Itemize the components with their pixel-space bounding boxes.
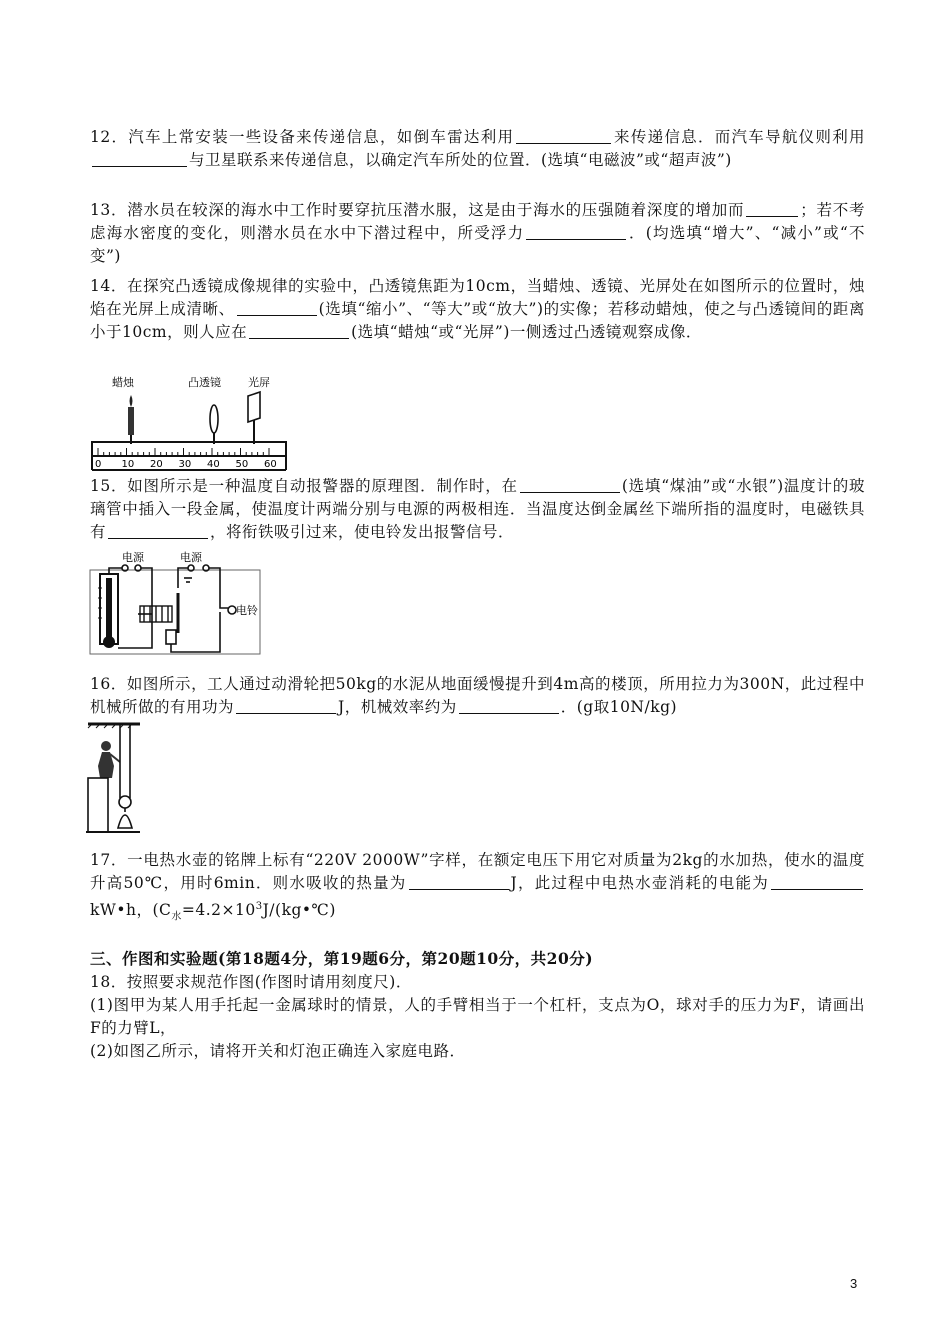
q17-text-a: 17．一电热水壶的铭牌上标有“220V 2000W”字样，在额定电压下用它对质量为2kg的水加热，使水的温度升高50℃，用时6min．则水吸收的热量为 bbox=[90, 851, 865, 892]
ruler-tick-label: 50 bbox=[235, 459, 249, 470]
answer-blank[interactable] bbox=[526, 225, 626, 240]
answer-blank[interactable] bbox=[92, 152, 187, 167]
q14-text-a: 14．在探究凸透镜成像规律的实验中，凸透镜焦距为10cm，当蜡烛、透镜、光屏处在如图所示的位置时，烛焰在光屏上成清晰、 bbox=[90, 277, 865, 318]
pulley-worker-figure bbox=[86, 722, 142, 834]
ruler-tick-label: 60 bbox=[264, 459, 277, 470]
thermometer-icon bbox=[98, 574, 118, 648]
answer-blank[interactable] bbox=[236, 699, 336, 714]
answer-blank[interactable] bbox=[746, 202, 798, 217]
answer-blank[interactable] bbox=[108, 524, 208, 539]
q17-text-d: =4.2×10 bbox=[181, 901, 256, 920]
light-screen-icon bbox=[248, 392, 260, 444]
alarm-circuit bbox=[166, 565, 228, 652]
q18-text-c: (2)如图乙所示，请将开关和灯泡正确连入家庭电路． bbox=[90, 1042, 466, 1060]
answer-blank[interactable] bbox=[459, 699, 559, 714]
ruler-tick-label: 20 bbox=[150, 459, 163, 470]
question-18 bbox=[90, 971, 865, 1063]
answer-blank[interactable] bbox=[409, 875, 509, 890]
q12-text-a: 12．汽车上常安装一些设备来传递信息，如倒车雷达利用 bbox=[90, 128, 515, 146]
q13-text-b: ；若不考虑海水密度的变化，则潜水员在水中下潜过程中，所受浮力 bbox=[90, 201, 865, 242]
ruler-tick-label: 10 bbox=[121, 459, 135, 470]
q13-text-c: ．(均选填“增大”、“减小”或“不变”) bbox=[90, 224, 865, 265]
q15-text-b: (选填“煤油”或“水银”)温度计的玻璃管中插入一段金属，使温度计两端分别与电源的两极相连．当温度达倒金属丝下端所指的温度时，电磁铁具有 bbox=[90, 477, 865, 541]
q14-text-c: (选填“蜡烛“或“光屏”)一侧透过凸透镜观察成像． bbox=[351, 323, 702, 341]
power-source-label-2: 电源 bbox=[180, 551, 202, 564]
candle-icon bbox=[128, 395, 134, 444]
answer-blank[interactable] bbox=[249, 324, 349, 339]
q15-text-a: 15．如图所示是一种温度自动报警器的原理图．制作时，在 bbox=[90, 477, 518, 495]
answer-blank[interactable] bbox=[771, 875, 863, 890]
q14-text-b: (选填“缩小”、“等大”或“放大”)的实像；若移动蜡烛，使之与凸透镜间的距离小于10cm，则人应在 bbox=[90, 300, 865, 341]
answer-blank[interactable] bbox=[516, 129, 611, 144]
optical-bench-figure bbox=[90, 374, 288, 472]
question-17 bbox=[90, 849, 865, 928]
q12-text-c: 与卫星联系来传递信息，以确定汽车所处的位置．(选填“电磁波”或“超声波”) bbox=[189, 151, 732, 169]
lens-label: 凸透镜 bbox=[188, 376, 221, 389]
electric-bell-icon bbox=[228, 603, 258, 617]
ruler-tick-label: 0 bbox=[95, 459, 102, 470]
q17-text-e: J/(kg•℃) bbox=[262, 901, 336, 920]
question-12 bbox=[90, 126, 865, 172]
q17-superscript: 3 bbox=[255, 901, 263, 912]
ruler-tick-label: 30 bbox=[178, 459, 192, 470]
question-13 bbox=[90, 199, 865, 268]
q13-text-a: 13．潜水员在较深的海水中工作时要穿抗压潜水服，这是由于海水的压强随着深度的增加而 bbox=[90, 201, 745, 219]
power-source-label-1: 电源 bbox=[122, 551, 144, 564]
screen-label: 光屏 bbox=[248, 376, 270, 389]
q18-text-b: (1)图甲为某人用手托起一金属球时的情景，人的手臂相当于一个杠杆，支点为O，球对手的压力为F，请画出F的力臂L， bbox=[90, 996, 865, 1037]
q16-text-a: 16．如图所示，工人通过动滑轮把50kg的水泥从地面缓慢提升到4m高的楼顶，所用拉力为300N，此过程中机械所做的有用功为 bbox=[90, 675, 865, 716]
section-3-title: 三、作图和实验题(第18题4分，第19题6分，第20题10分，共20分) bbox=[90, 949, 594, 968]
worker-icon bbox=[98, 741, 120, 778]
question-15 bbox=[90, 475, 865, 544]
q18-text-a: 18．按照要求规范作图(作图时请用刻度尺)． bbox=[90, 973, 412, 991]
q17-subscript: 水 bbox=[171, 911, 182, 923]
q16-text-c: ．(g取10N/kg) bbox=[560, 698, 678, 716]
convex-lens-icon bbox=[210, 405, 218, 444]
question-14 bbox=[90, 275, 865, 344]
ruler-tick-label: 40 bbox=[207, 459, 220, 470]
answer-blank[interactable] bbox=[520, 478, 620, 493]
temperature-alarm-figure bbox=[88, 548, 263, 658]
q15-text-c: ，将衔铁吸引过来，使电铃发出报警信号． bbox=[210, 523, 515, 541]
q17-text-c: kW•h，(C bbox=[90, 901, 172, 920]
q17-text-b: J，此过程中电热水壶消耗的电能为 bbox=[510, 874, 769, 892]
movable-pulley-icon bbox=[118, 724, 132, 828]
question-16 bbox=[90, 673, 865, 719]
section-3 bbox=[90, 947, 865, 970]
q12-text-b: 来传递信息．而汽车导航仪则利用 bbox=[613, 128, 865, 146]
candle-label: 蜡烛 bbox=[112, 376, 134, 389]
q16-text-b: J，机械效率约为 bbox=[338, 698, 457, 716]
answer-blank[interactable] bbox=[237, 301, 317, 316]
bell-label: 电铃 bbox=[236, 604, 258, 617]
page-number: 3 bbox=[850, 1276, 858, 1291]
